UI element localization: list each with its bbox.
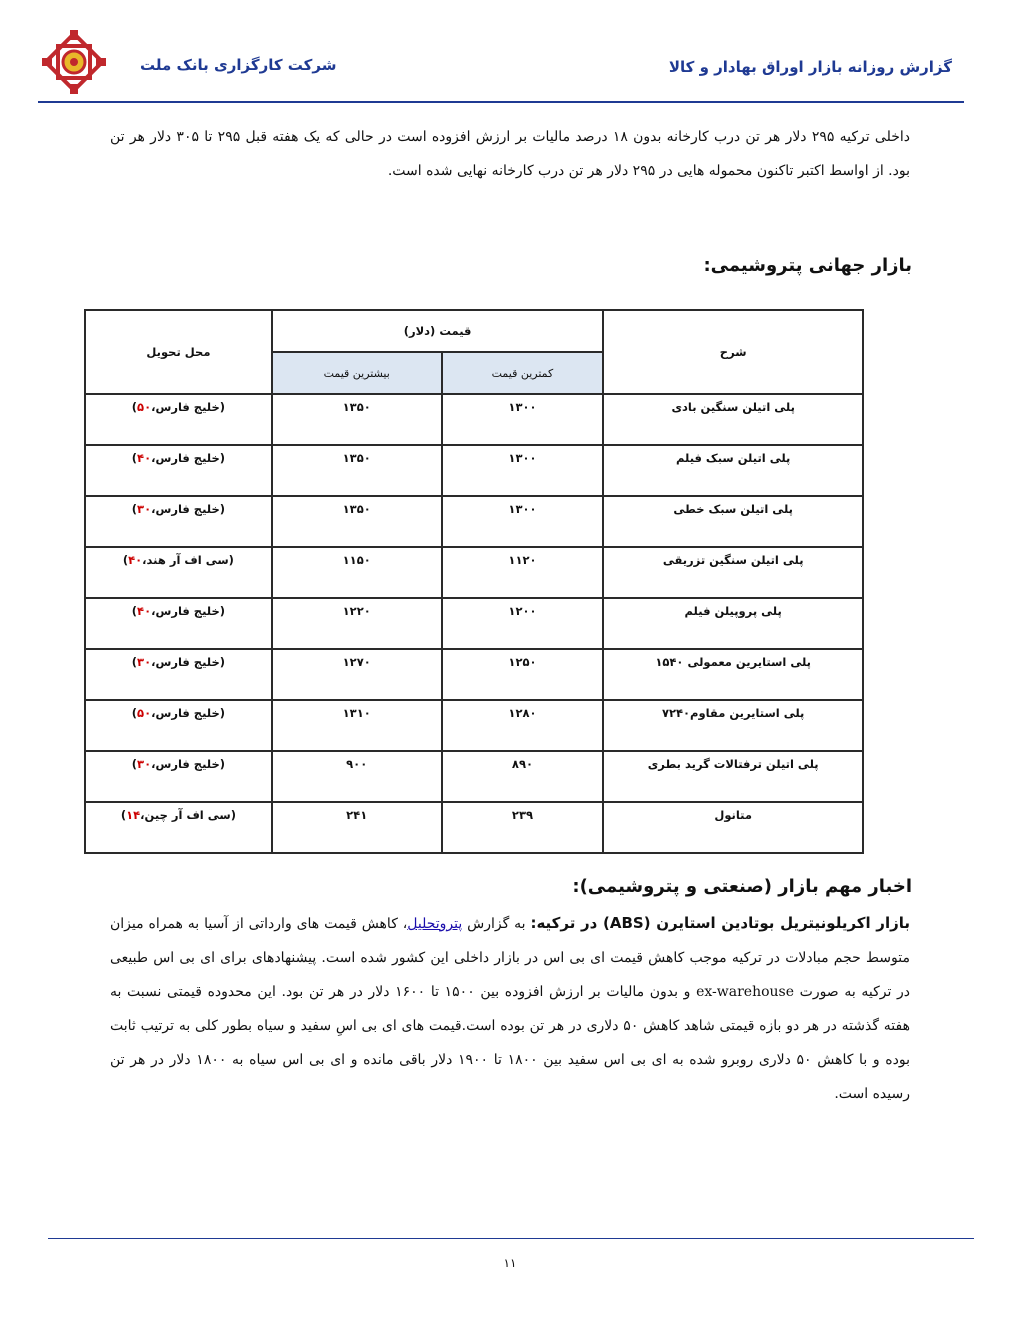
max-price: ۱۳۵۰ (272, 394, 442, 445)
min-price: ۱۳۰۰ (442, 394, 604, 445)
header-divider (38, 101, 964, 103)
location-text: (سی اف آر هند، (142, 553, 234, 567)
delivery-place (85, 394, 272, 445)
company-name: شرکت کارگزاری بانک ملت (140, 56, 337, 74)
location-text: (خلیج فارس، (151, 655, 226, 669)
min-price: ۱۳۰۰ (442, 445, 604, 496)
report-title: گزارش روزانه بازار اوراق بهادار و کالا (668, 58, 952, 76)
delivery-days: ۳۰ (137, 655, 152, 669)
max-price: ۱۳۵۰ (272, 496, 442, 547)
product-name: پلی پروپیلن فیلم (603, 598, 863, 649)
delivery-days: ۴۰ (128, 553, 143, 567)
world-market-heading: بازار جهانی پتروشیمی: (703, 255, 912, 276)
news-prelink: به گزارش (462, 916, 531, 932)
col-header-min: کمترین قیمت (442, 352, 604, 394)
table-row (85, 394, 863, 445)
news-heading: اخبار مهم بازار (صنعتی و پتروشیمی): (572, 876, 912, 897)
delivery-place (85, 700, 272, 751)
closing-paren: ) (131, 604, 138, 618)
news-body: ، کاهش قیمت های وارداتی از آسیا به همراه میزان متوسط حجم مبادلات در ترکیه موجب کاهش قیمت ای بی اس در بازار داخلی این کشور شده است. پیشنهادهای برای ای بی اس طبیعی در ترکیه به صورت ex-warehouse و بدون مالیات بر ارزش افزوده بین ۱۵۰۰ تا ۱۶۰۰ دلار در هر تن بود. این محدوده قیمتی نسبت به هفته گذشته در هر دو بازه قیمتی شاهد کاهش ۵۰ دلاری در هر تن بوده است.قیمت های ای بی اسِ سفید و سیاه بطور کلی به ترتیب ثابت بوده و با کاهش ۵۰ دلاری روبرو شده به ای بی اس سفید بین ۱۸۰۰ تا ۱۹۰۰ دلار باقی مانده و ای بی اس سیاه به ۱۸۰۰ دلار در هر تن رسیده است. (110, 916, 911, 1102)
page-header (0, 0, 1020, 110)
location-text: (سی اف آر چین، (140, 808, 236, 822)
delivery-place (85, 649, 272, 700)
product-name: پلی اتیلن سنگین تزریقی (603, 547, 863, 598)
min-price: ۱۲۸۰ (442, 700, 604, 751)
product-name: پلی استایرین معمولی ۱۵۴۰ (603, 649, 863, 700)
delivery-place (85, 547, 272, 598)
intro-paragraph: داخلی ترکیه ۲۹۵ دلار هر تن درب کارخانه بدون ۱۸ درصد مالیات بر ارزش افزوده است در حالی که یک هفته قبل ۲۹۵ تا ۳۰۵ دلار هر تن بود. از اواسط اکتبر تاکنون محموله هایی در ۲۹۵ دلار هر تن درب کارخانه نهایی شده است. (110, 129, 910, 179)
price-table (84, 309, 864, 854)
col-header-desc: شرح (603, 310, 863, 394)
closing-paren: ) (131, 451, 138, 465)
product-name: متانول (603, 802, 863, 853)
max-price: ۱۲۲۰ (272, 598, 442, 649)
delivery-days: ۵۰ (137, 706, 152, 720)
delivery-days: ۴۰ (137, 451, 152, 465)
table-row (85, 649, 863, 700)
min-price: ۲۳۹ (442, 802, 604, 853)
max-price: ۱۱۵۰ (272, 547, 442, 598)
news-headline: بازار اکریلونیتریل بوتادین استایرن (ABS) در ترکیه: (530, 914, 910, 932)
page-number: ۱۱ (503, 1256, 517, 1270)
location-text: (خلیج فارس، (151, 502, 226, 516)
table-row (85, 598, 863, 649)
product-name: پلی اتیلن سنگین بادی (603, 394, 863, 445)
delivery-days: ۳۰ (137, 757, 152, 771)
closing-paren: ) (131, 706, 138, 720)
max-price: ۹۰۰ (272, 751, 442, 802)
table-row (85, 751, 863, 802)
min-price: ۱۱۲۰ (442, 547, 604, 598)
product-name: پلی اتیلن سبک خطی (603, 496, 863, 547)
table-row (85, 547, 863, 598)
closing-paren: ) (122, 553, 129, 567)
location-text: (خلیج فارس، (151, 604, 226, 618)
delivery-place (85, 751, 272, 802)
min-price: ۱۲۵۰ (442, 649, 604, 700)
news-paragraph (110, 906, 910, 1111)
source-link[interactable]: پتروتحلیل (407, 916, 463, 932)
closing-paren: ) (120, 808, 127, 822)
delivery-place (85, 496, 272, 547)
product-name: پلی اتیلن ترفتالات گرید بطری (603, 751, 863, 802)
delivery-place (85, 802, 272, 853)
delivery-days: ۳۰ (137, 502, 152, 516)
col-header-max: بیشترین قیمت (272, 352, 442, 394)
delivery-place (85, 445, 272, 496)
col-header-price: قیمت (دلار) (272, 310, 604, 352)
closing-paren: ) (131, 655, 138, 669)
delivery-days: ۱۴ (126, 808, 141, 822)
delivery-days: ۵۰ (137, 400, 152, 414)
table-row (85, 445, 863, 496)
closing-paren: ) (131, 757, 138, 771)
footer-divider (48, 1238, 974, 1239)
min-price: ۱۲۰۰ (442, 598, 604, 649)
max-price: ۲۴۱ (272, 802, 442, 853)
min-price: ۱۳۰۰ (442, 496, 604, 547)
location-text: (خلیج فارس، (151, 400, 226, 414)
location-text: (خلیج فارس، (151, 706, 226, 720)
table-row (85, 496, 863, 547)
max-price: ۱۳۵۰ (272, 445, 442, 496)
delivery-days: ۴۰ (137, 604, 152, 618)
location-text: (خلیج فارس، (151, 451, 226, 465)
closing-paren: ) (131, 502, 138, 516)
product-name: پلی اتیلن سبک فیلم (603, 445, 863, 496)
max-price: ۱۲۷۰ (272, 649, 442, 700)
bank-mellat-logo (40, 28, 108, 96)
min-price: ۸۹۰ (442, 751, 604, 802)
product-name: پلی استایرین مقاوم۷۲۴۰ (603, 700, 863, 751)
col-header-place: محل تحویل (85, 310, 272, 394)
table-row (85, 700, 863, 751)
delivery-place (85, 598, 272, 649)
location-text: (خلیج فارس، (151, 757, 226, 771)
table-row (85, 802, 863, 853)
closing-paren: ) (131, 400, 138, 414)
max-price: ۱۳۱۰ (272, 700, 442, 751)
